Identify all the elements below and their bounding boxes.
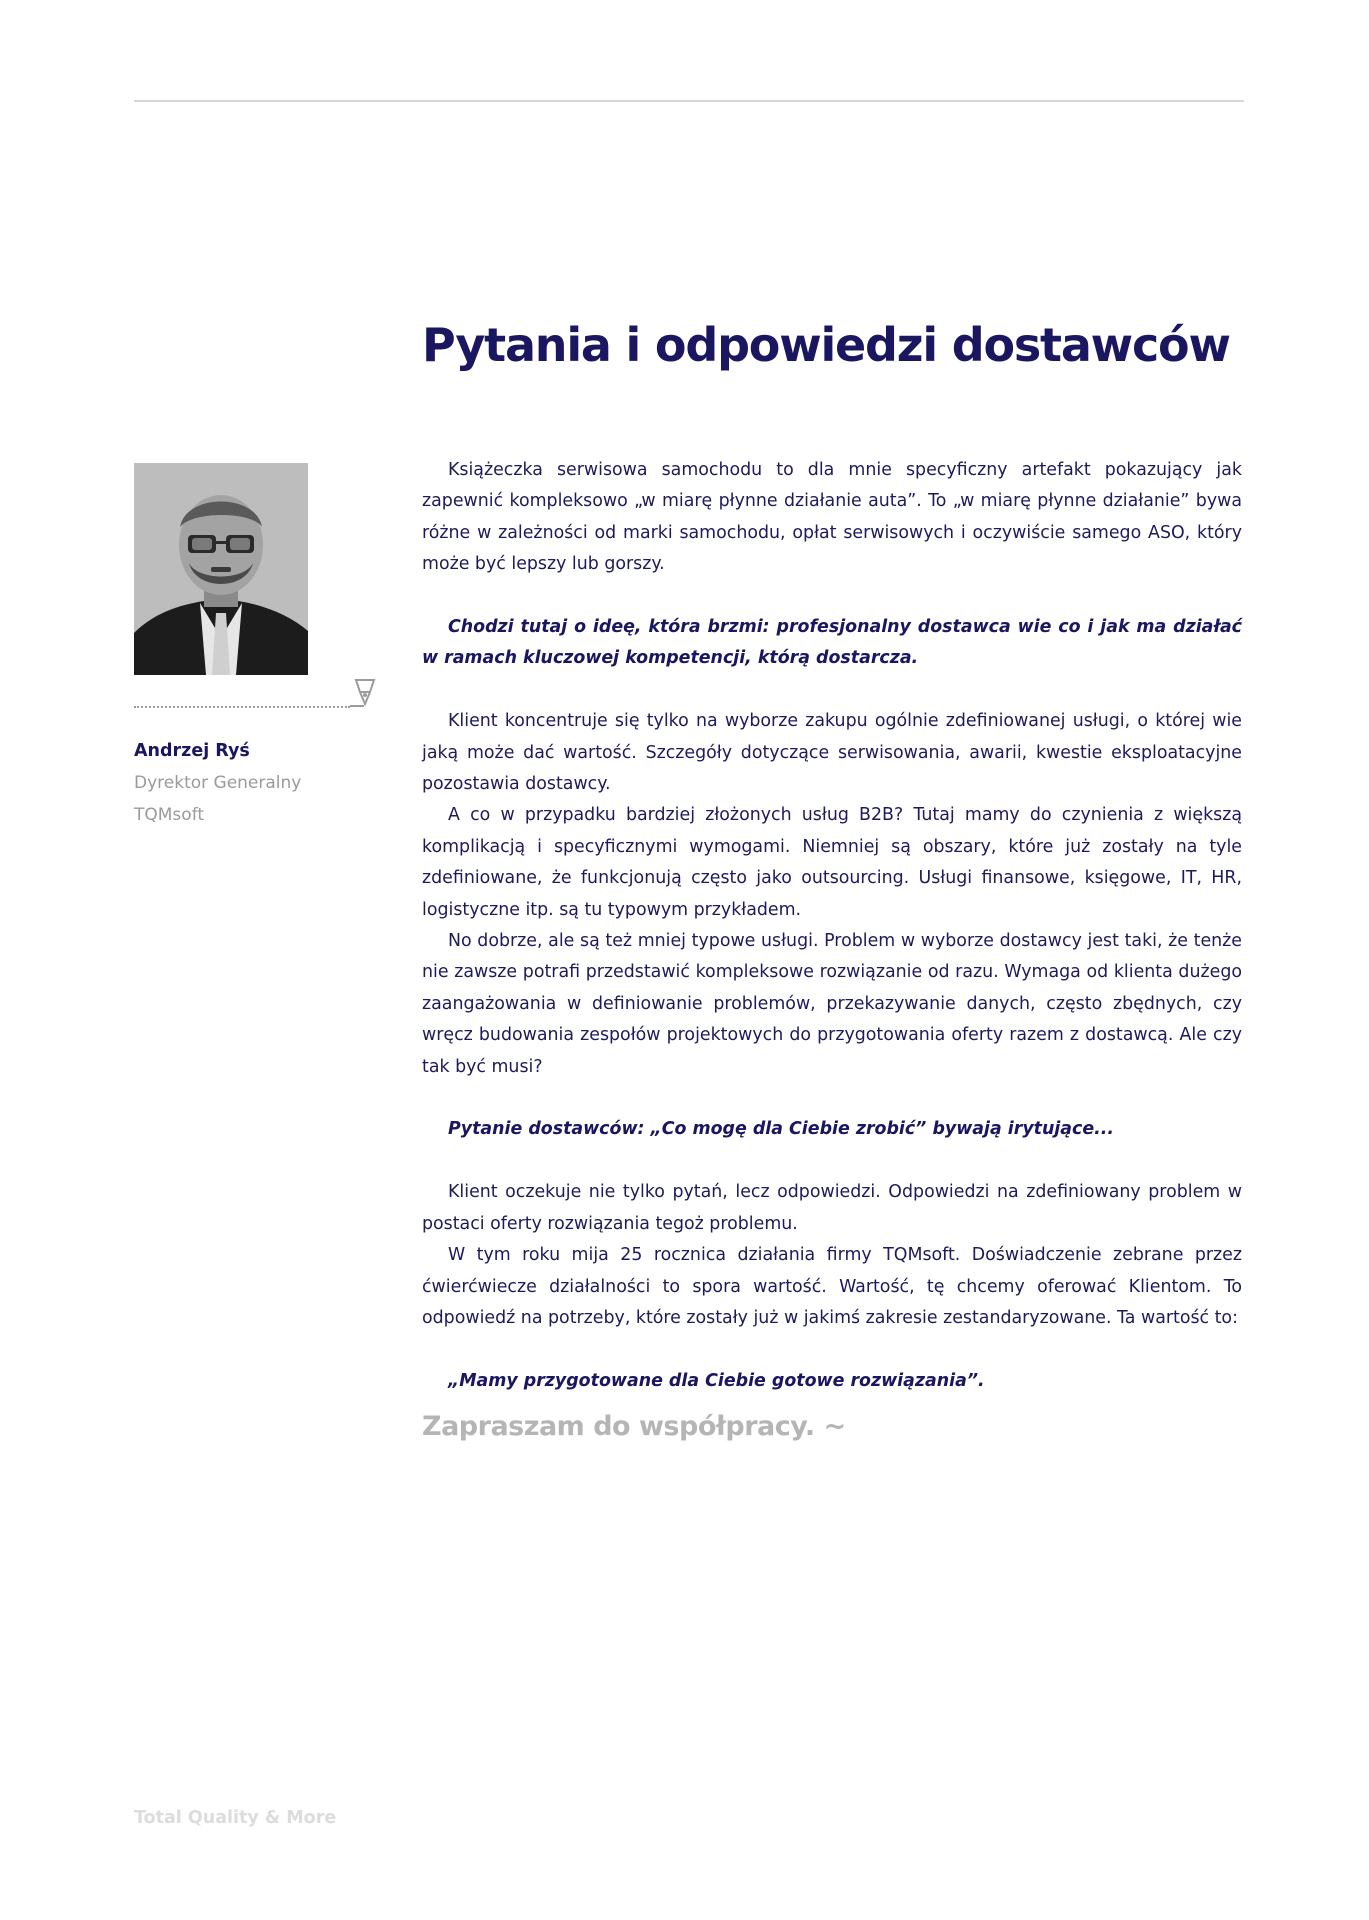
- paragraph: Klient oczekuje nie tylko pytań, lecz odpowiedzi. Odpowiedzi na zdefiniowany problem w postaci oferty rozwiązania tegoż problemu.: [422, 1182, 1242, 1234]
- paragraph: No dobrze, ale są też mniej typowe usługi. Problem w wyborze dostawcy jest taki, że tenże nie zawsze potrafi przedstawić kompleksowe rozwiązanie od razu. Wymaga od klienta dużego zaangażowania w definiowanie problemów, przekazywanie danych, często zbędnych, czy wręcz budowania zespołów projektowych do przygotowania oferty razem z dostawcą. Ale czy tak być musi?: [422, 931, 1242, 1077]
- closing-line: Zapraszam do współpracy. ~: [422, 1411, 846, 1443]
- fountain-pen-icon: [350, 676, 380, 710]
- paragraph: Klient koncentruje się tylko na wyborze zakupu ogólnie zdefiniowanej usługi, o której wie jaką może dać wartość. Szczegóły dotyczące serwisowania, awarii, kwestie eksploatacyjne pozostawia dostawcy.: [422, 711, 1242, 795]
- footer-tagline: Total Quality & More: [134, 1808, 337, 1828]
- signature-dotted-line: [134, 706, 350, 708]
- paragraph: W tym roku mija 25 rocznica działania firmy TQMsoft. Doświadczenie zebrane przez ćwierćwiecze działalności to spora wartość. Wartość, tę chcemy oferować Klientom. To odpowiedź na potrzeby, które zostały już w jakimś zakresie zestandaryzowane. Ta wartość to:: [422, 1245, 1242, 1328]
- author-photo: [134, 463, 308, 675]
- highlight-quote: Chodzi tutaj o ideę, która brzmi: profesjonalny dostawca wie co i jak ma działać w ramach kluczowej kompetencji, którą dostarcza.: [422, 617, 1242, 669]
- page-title: Pytania i odpowiedzi dostawców: [422, 318, 1230, 372]
- highlight-quote: „Mamy przygotowane dla Ciebie gotowe rozwiązania”.: [448, 1370, 985, 1391]
- paragraph: A co w przypadku bardziej złożonych usług B2B? Tutaj mamy do czynienia z większą komplikacją i specyficznymi wymogami. Niemniej są obszary, które już zostały na tyle zdefiniowane, że funkcjonują często jako outsourcing. Usługi finansowe, księgowe, IT, HR, logistyczne itp. są tu typowym przykładem.: [422, 805, 1242, 920]
- author-name: Andrzej Ryś: [134, 741, 250, 761]
- paragraph: Książeczka serwisowa samochodu to dla mnie specyficzny artefakt pokazujący jak zapewnić kompleksowo „w miarę płynne działanie auta”. To „w miarę płynne działanie” bywa różne w zależności od marki samochodu, opłat serwisowych i oczywiście samego ASO, który może być lepszy lub gorszy.: [422, 460, 1242, 575]
- header-divider: [134, 100, 1244, 102]
- author-company: TQMsoft: [134, 805, 205, 825]
- article-body: [422, 455, 1242, 1443]
- author-role: Dyrektor Generalny: [134, 773, 302, 793]
- highlight-quote: Pytanie dostawców: „Co mogę dla Ciebie zrobić” bywają irytujące...: [448, 1119, 1114, 1140]
